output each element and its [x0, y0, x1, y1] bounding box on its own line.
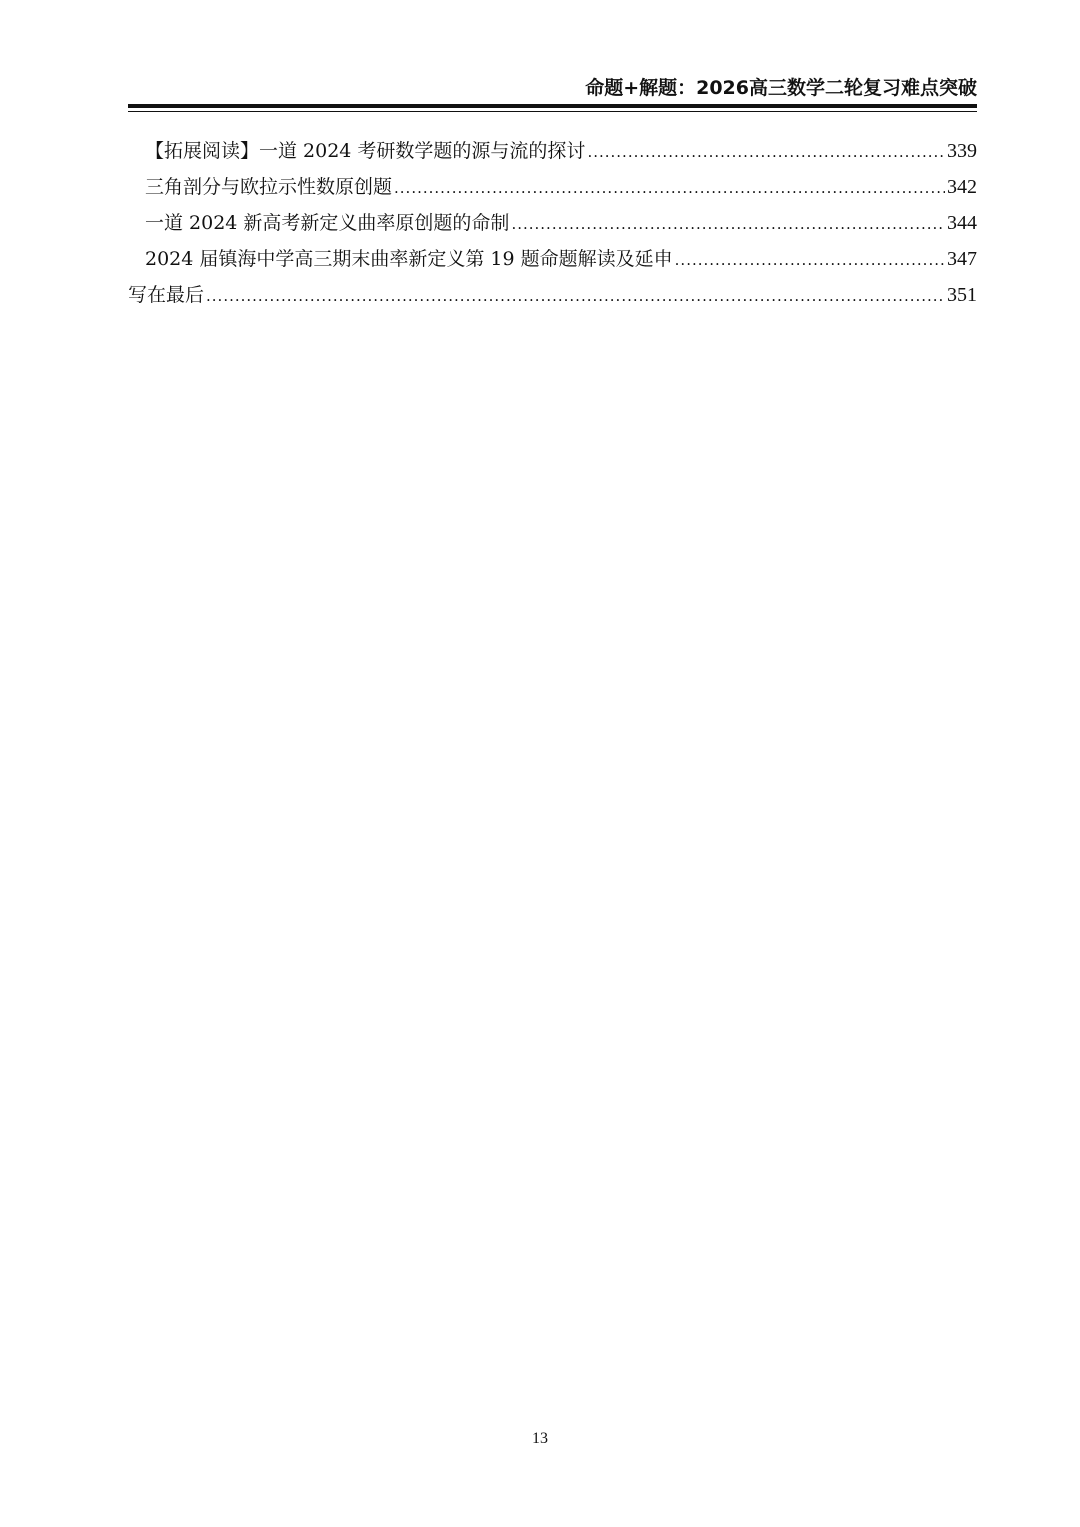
toc-entry-title: 2024 届镇海中学高三期末曲率新定义第 19 题命题解读及延申 [145, 248, 673, 270]
page-number: 13 [532, 1430, 548, 1447]
toc-page-number: 344 [947, 212, 977, 234]
header-rule-thick [128, 104, 977, 108]
toc-dot-leader [511, 210, 945, 238]
toc-entry[interactable] [128, 137, 977, 173]
toc-page-number: 342 [947, 176, 977, 198]
header-title: 命题+解题：2026高三数学二轮复习难点突破 [585, 77, 977, 99]
toc-entry-title: 三角剖分与欧拉示性数原创题 [145, 176, 393, 198]
toc-page-number: 339 [947, 140, 977, 162]
toc-entry[interactable] [128, 173, 977, 209]
toc-entry-title: 写在最后 [128, 284, 205, 306]
header-rule-thin [128, 111, 977, 112]
toc-dot-leader [675, 246, 945, 274]
toc-entry[interactable] [128, 245, 977, 281]
toc-entry-title: 一道 2024 新高考新定义曲率原创题的命制 [145, 212, 510, 234]
toc-dot-leader [587, 138, 945, 166]
toc-page-number: 347 [947, 248, 977, 270]
toc-entry-title: 【拓展阅读】一道 2024 考研数学题的源与流的探讨 [145, 140, 586, 162]
toc-page-number: 351 [947, 284, 977, 306]
toc-dot-leader [394, 174, 945, 202]
toc-dot-leader [206, 282, 945, 310]
toc-entry[interactable] [128, 209, 977, 245]
table-of-contents [128, 137, 977, 317]
toc-entry[interactable] [128, 281, 977, 317]
